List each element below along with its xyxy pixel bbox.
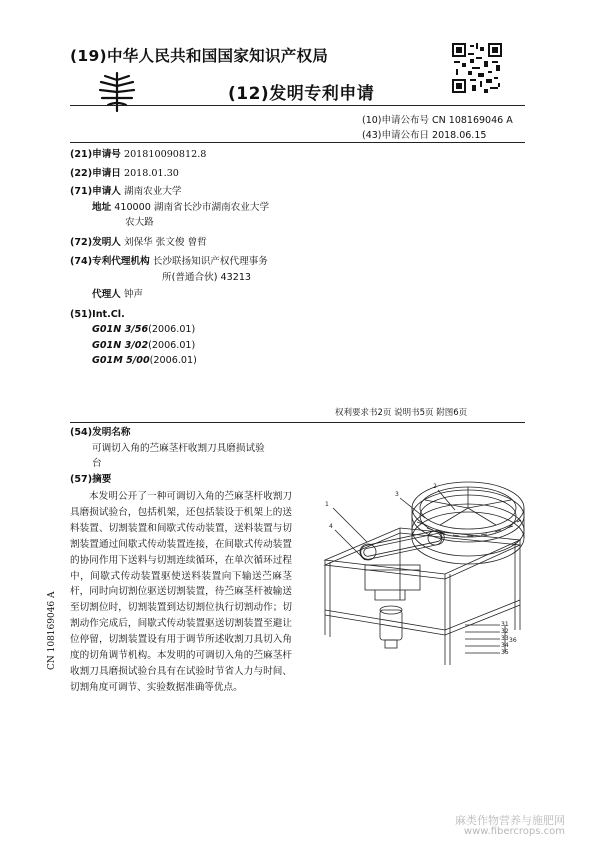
agent-label: 代理人	[92, 289, 121, 300]
publication-date: (43)申请公布日 2018.06.15	[362, 130, 487, 141]
invention-title-cont: 台	[92, 458, 102, 469]
invention-title: 可调切入角的苎麻茎杆收割刀具磨损试验	[92, 442, 265, 454]
title-label: (54)发明名称	[70, 427, 131, 438]
abstract-text: 本发明公开了一种可调切入角的苎麻茎杆收割刀具磨损试验台，包括机架，还包括装设于机架上的送料装置、切割装置和间歇式传动装置，送料装置与切割装置通过间歇式传动装置连接，在间歇式传动装置的协同作用下送料与切割连续循环，在单次循环过程中，间歇式传动装置驱使送料装置向下输送苎麻茎杆，同时向切割位驱送切割装置，待苎麻茎杆被输送至切割位时，切割装置到达切割位执行切割动作；切割动作完成后，间歇式传动装置驱送切割装置至避让位停留，切割装置设有用于调节所述收割刀具切入角度的切角调节机构。本发明的可调切入角的苎麻茎杆收割刀具磨损试验台具有在试验时节省人力与时间、切割角度可调节、实验数据准确等优点。	[70, 491, 292, 693]
agency-line1: 长沙联扬知识产权代理事务	[152, 256, 268, 267]
figure-label-35: 35	[501, 649, 509, 656]
figure-label-4: 4	[329, 523, 333, 530]
app-date-label: (22)申请日	[70, 167, 121, 179]
summary-divider	[70, 422, 525, 423]
app-no-label: (21)申请号	[70, 149, 121, 160]
ipc-date: (2006.01)	[148, 339, 196, 351]
ipc-code: G01M 5/00	[92, 355, 150, 366]
publication-number: (10)申请公布号 CN 108169046 A	[362, 115, 513, 126]
figure-label-31: 31	[501, 621, 509, 628]
test-bench-drawing	[305, 470, 535, 675]
app-date: 2018.01.30	[123, 167, 179, 179]
agent: 钟声	[123, 289, 144, 300]
applicant-label: (71)申请人	[70, 186, 121, 197]
agency-label: (74)专利代理机构	[70, 256, 150, 267]
ipc-code: G01N 3/02	[92, 339, 149, 351]
figure-label-1: 1	[325, 501, 329, 508]
document-type: (12)发明专利申请	[228, 84, 375, 104]
office-name: (19)中华人民共和国国家知识产权局	[70, 47, 329, 65]
watermark-url: www.fibercrops.com	[463, 826, 565, 837]
figure-label-3: 3	[395, 491, 399, 498]
figure-label-34: 34	[501, 642, 509, 649]
inventors: 刘保华 张文俊 曾哲	[123, 236, 207, 248]
figure-label-33: 33	[501, 635, 509, 642]
ipc-date: (2006.01)	[149, 355, 197, 366]
app-no: 201810090812.8	[123, 149, 207, 160]
watermark-title: 麻类作物营养与施肥网	[455, 814, 565, 827]
address-line2: 农大路	[125, 217, 154, 228]
figure-label-2: 2	[433, 483, 437, 490]
page-summary: 权利要求书2页 说明书5页 附图6页	[335, 408, 468, 418]
agency-line2: 所(普通合伙) 43213	[162, 271, 252, 283]
intcl-label: (51)Int.Cl.	[70, 308, 125, 320]
applicant: 湖南农业大学	[123, 186, 182, 197]
address-line1: 410000 湖南省长沙市湖南农业大学	[114, 201, 270, 213]
qr-code-icon	[452, 43, 502, 93]
biblio-divider	[70, 142, 525, 143]
side-publication-number: CN 108169046 A	[47, 591, 57, 670]
abstract-label: (57)摘要	[70, 473, 112, 485]
header-divider	[70, 105, 525, 106]
ipc-code: G01N 3/56	[92, 324, 149, 335]
patent-office-emblem-icon	[96, 70, 138, 114]
address-label: 地址	[92, 201, 112, 213]
figure-label-32: 32	[501, 628, 509, 635]
figure-label-36: 36	[509, 637, 517, 644]
inventor-label: (72)发明人	[70, 236, 121, 248]
ipc-date: (2006.01)	[148, 324, 196, 335]
